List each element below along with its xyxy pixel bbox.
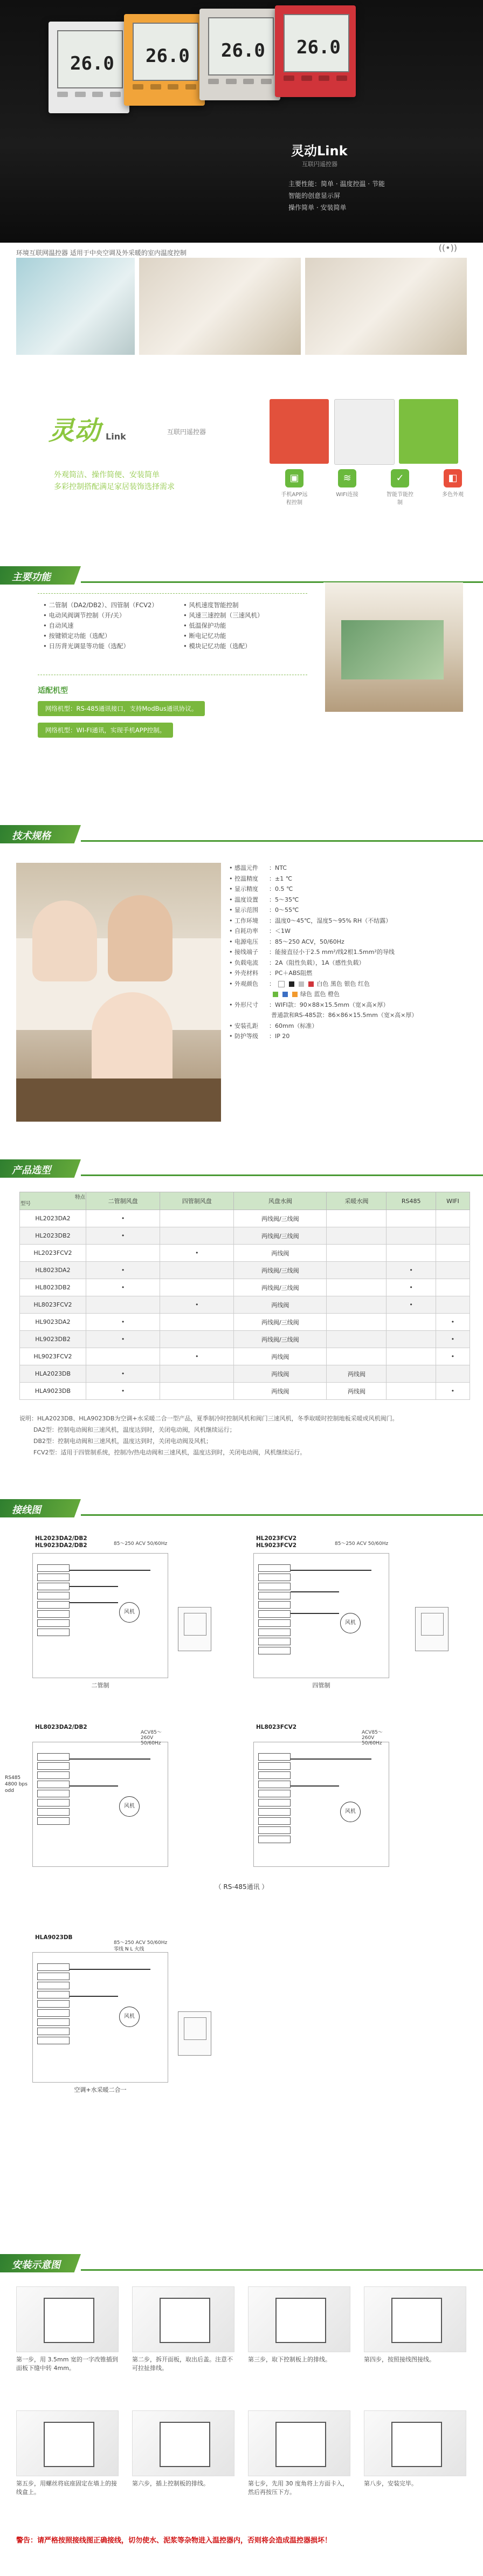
table-cell <box>387 1365 436 1383</box>
device-outline <box>178 2011 211 2056</box>
table-cell <box>160 1331 234 1348</box>
install-section <box>0 2254 483 2556</box>
table-cell: • <box>86 1314 160 1331</box>
room-photo <box>323 582 463 712</box>
table-cell <box>436 1245 470 1262</box>
spec-row: • 显示精度 ：0.5 ℃ <box>229 885 293 892</box>
model-cell: HLA2023DB <box>20 1365 86 1383</box>
fit-item-rs485: 网络机型：RS-485通讯接口，支持ModBus通讯协议。 <box>38 701 205 716</box>
table-cell: 两线阀 <box>327 1383 387 1400</box>
table-cell: 两线阀/三线阀 <box>234 1262 327 1279</box>
spec-row: • 防护等级 ：IP 20 <box>229 1033 290 1040</box>
wiring-diagram-1: HL2023DA2/DB2 HL9023DA2/DB2 85～250 ACV 50/60Hz 风机 二管制 <box>32 1553 168 1678</box>
table-row <box>20 1383 470 1400</box>
install-step-8: 第八步，安装完毕。 <box>364 2410 466 2488</box>
table-cell: • <box>160 1245 234 1262</box>
hero-brand-sub: 互联円遥控器 <box>302 161 337 168</box>
table-cell: • <box>387 1279 436 1296</box>
feature-icons <box>280 469 467 506</box>
install-step-2: 第二步，拆开面板，取出后盖。注意不可拉扯排线。 <box>132 2286 234 2373</box>
brand-tagline: 外观简洁、操作简便、安装简单 多彩控制搭配满足家居装饰选择需求 <box>54 471 175 491</box>
table-cell <box>387 1331 436 1348</box>
table-cell <box>327 1245 387 1262</box>
spec-row: • 负载电流 ：2A（阻性负载），1A（感性负载） <box>229 959 365 966</box>
table-row <box>20 1245 470 1262</box>
thermostat-red: 26.0 <box>275 5 356 97</box>
band-label: 环境互联网温控器 适用于中央空调及外采暖的室内温度控制 <box>16 249 187 257</box>
feature-item: • 按键锁定功能（选配） <box>43 632 111 640</box>
column-header: 四管制风盘 <box>160 1192 234 1210</box>
wiring-diagram-4: HL8023FCV2 ACV85～260V 50/60Hz 风机 <box>253 1742 389 1867</box>
column-header: 采暖水阀 <box>327 1192 387 1210</box>
fan-symbol: 风机 <box>119 1796 140 1817</box>
install-title: 安装示意图 <box>0 2254 483 2276</box>
table-cell: 两线阀/三线阀 <box>234 1227 327 1245</box>
table-cell <box>387 1227 436 1245</box>
spec-row: • 接线端子 ：能接直径小于2.5 mm²/线2根1.5mm²的导线 <box>229 949 395 956</box>
wiring-section <box>0 1499 483 2200</box>
table-cell <box>160 1365 234 1383</box>
fan-symbol: 风机 <box>340 1802 361 1822</box>
model-cell: HL8023FCV2 <box>20 1296 86 1314</box>
app-icon: ▣ 手机APP远程控制 <box>280 469 308 506</box>
color-icon: ◧ 多色外观 <box>439 469 467 506</box>
table-cell: • <box>86 1383 160 1400</box>
model-cell: HL9023FCV2 <box>20 1348 86 1365</box>
hero-banner <box>0 0 483 243</box>
table-cell <box>327 1279 387 1296</box>
table-cell <box>160 1262 234 1279</box>
table-cell <box>387 1383 436 1400</box>
table-cell <box>387 1348 436 1365</box>
spec-row: • 外形尺寸 ：WIFI款：90×88×15.5mm（宽×高×厚） <box>229 1001 389 1008</box>
brand-subtitle: 互联円遥控器 <box>167 428 206 436</box>
specs-title: 技术规格 <box>0 825 483 847</box>
table-cell <box>327 1348 387 1365</box>
install-warning: 警告：请严格按照接线图正确接线，切勿使水、泥浆等杂物进入温控器内，否则将会造成温控器损坏！ <box>16 2537 332 2545</box>
table-cell <box>86 1245 160 1262</box>
table-cell <box>160 1383 234 1400</box>
table-cell <box>327 1227 387 1245</box>
room-photos <box>16 258 467 355</box>
table-cell: • <box>436 1348 470 1365</box>
table-cell: • <box>160 1296 234 1314</box>
install-step-1: 第一步，用 3.5mm 宽的一字改锥插到面板下缝中转 4mm。 <box>16 2286 119 2373</box>
room-band <box>0 243 483 356</box>
table-cell <box>436 1365 470 1383</box>
install-step-6: 第六步，插上控制板的排线。 <box>132 2410 234 2488</box>
table-cell: • <box>387 1296 436 1314</box>
model-cell: HL8023DA2 <box>20 1262 86 1279</box>
table-row <box>20 1296 470 1314</box>
mini-thermostat-white <box>334 399 395 465</box>
table-cell: 两线阀 <box>234 1296 327 1314</box>
wiring-diagram-3: HL8023DA2/DB2 ACV85～260V 50/60Hz RS485 4800 bps odd 风机 <box>32 1742 168 1867</box>
model-cell: HLA9023DB <box>20 1383 86 1400</box>
feature-item: • 风机速度智能控制 <box>183 601 239 609</box>
device-outline <box>178 1607 211 1651</box>
table-cell: • <box>86 1227 160 1245</box>
feature-item: • 模块记忆功能（选配） <box>183 642 251 650</box>
selection-table <box>19 1192 470 1400</box>
table-cell: • <box>436 1383 470 1400</box>
energy-icon: ✓ 智能节能控制 <box>386 469 414 506</box>
fan-symbol: 风机 <box>340 1613 361 1633</box>
room-photo-1 <box>16 258 135 355</box>
spec-row-colors-2: 绿色 蓝色 橙色 <box>229 989 472 1000</box>
model-cell: HL9023DB2 <box>20 1331 86 1348</box>
fit-item-wifi: 网络机型：WI-FI通讯，实现手机APP控制。 <box>38 723 173 738</box>
mini-thermostat-red <box>270 399 329 464</box>
table-cell <box>387 1314 436 1331</box>
model-cell: HL2023FCV2 <box>20 1245 86 1262</box>
fit-title: 适配机型 <box>38 686 68 695</box>
selection-section <box>0 1159 483 1483</box>
wifi-icon: ((•)) <box>438 243 457 253</box>
spec-row: • 温度设置 ：5～35℃ <box>229 896 299 903</box>
model-cell: HL8023DB2 <box>20 1279 86 1296</box>
table-cell: • <box>387 1262 436 1279</box>
model-cell: HL2023DB2 <box>20 1227 86 1245</box>
wiring-title: 接线图 <box>0 1499 483 1521</box>
table-cell <box>327 1331 387 1348</box>
table-cell <box>387 1210 436 1227</box>
spec-row: • 控温精度 ：±1 ℃ <box>229 875 293 882</box>
table-row <box>20 1348 470 1365</box>
table-row <box>20 1314 470 1331</box>
room-photo-2 <box>139 258 301 355</box>
wiring-diagram-5: HLA9023DB 85～250 ACV 50/60Hz 零线 N L 火线 风机 空调+水采暖二合一 <box>32 1952 168 2083</box>
table-cell <box>86 1348 160 1365</box>
brand-block <box>0 367 483 506</box>
table-cell: • <box>86 1279 160 1296</box>
table-cell: 两线阀 <box>234 1245 327 1262</box>
table-cell <box>86 1296 160 1314</box>
thermostat-silver: 26.0 <box>199 9 280 100</box>
wiring-diagram-2: HL2023FCV2 HL9023FCV2 85～250 ACV 50/60Hz 风机 四管制 <box>253 1553 389 1678</box>
table-cell <box>327 1314 387 1331</box>
feature-item: • 自动风速 <box>43 622 74 629</box>
table-cell: 两线阀/三线阀 <box>234 1314 327 1331</box>
install-step-4: 第四步，按照接线图接线。 <box>364 2286 466 2364</box>
feature-item: • 断电记忆功能 <box>183 632 226 640</box>
fan-symbol: 风机 <box>119 1602 140 1623</box>
table-title: 产品选型 <box>0 1159 483 1181</box>
thermostat-white: 26.0 <box>49 22 129 113</box>
table-row <box>20 1262 470 1279</box>
spec-row-colors: • 外观颜色 ： 白色 黑色 银色 红色 <box>229 980 370 987</box>
table-notes: 说明：HLA2023DB、HLA9023DB为空调+水采暖二合一型产品，夏季制冷时控制风机和阀门三速风机，冬季取暖时控制地板采暖或风机阀门。 DA2型：控制电动阀和三速风机，温度达到时，关闭电动阀，风机继续运行； DB2型：控制电动阀和三速风机，温度达到时，关闭电动阀及风机； FCV2型：适用于四管制系统，控制冷/热电动阀和三速风机，温度达到时，关闭电动阀，风机继续运行。 <box>19 1415 398 1456</box>
table-cell: • <box>160 1348 234 1365</box>
install-step-3: 第三步，取下控制板上的排线。 <box>248 2286 350 2364</box>
table-row <box>20 1365 470 1383</box>
table-cell: • <box>86 1210 160 1227</box>
model-cell: HL2023DA2 <box>20 1210 86 1227</box>
fan-symbol: 风机 <box>119 2007 140 2027</box>
table-cell <box>327 1262 387 1279</box>
table-cell <box>436 1262 470 1279</box>
spec-row: • 显示范围 ：0～55℃ <box>229 906 299 913</box>
spec-row: • 安装孔距 ：60mm（标准） <box>229 1022 318 1029</box>
table-cell <box>160 1227 234 1245</box>
feature-item: • 二管制（DA2/DB2）、四管制（FCV2） <box>43 601 158 609</box>
spec-row: • 外壳材料 ：PC＋ABS阻燃 <box>229 970 313 977</box>
features-title: 主要功能 <box>0 566 483 588</box>
table-cell: • <box>436 1314 470 1331</box>
table-cell: • <box>436 1331 470 1348</box>
table-cell <box>160 1314 234 1331</box>
spec-row: • 自耗功率 ：＜1W <box>229 928 291 935</box>
feature-item: • 风速三速控制（三速风机） <box>183 612 264 619</box>
table-cell: 两线阀/三线阀 <box>234 1331 327 1348</box>
feature-item: • 低温保护功能 <box>183 622 226 629</box>
thermostat-orange: 26.0 <box>124 14 205 106</box>
feature-item: • 电动风阀调节控制（开/关） <box>43 612 126 619</box>
table-cell: 两线阀/三线阀 <box>234 1279 327 1296</box>
features-section <box>0 539 483 771</box>
mini-thermostat-green <box>399 399 458 464</box>
table-cell: • <box>86 1365 160 1383</box>
table-row <box>20 1210 470 1227</box>
spec-row: • 电源电压 ：85～250 ACV，50/60Hz <box>229 938 344 945</box>
specs-section <box>0 825 483 1149</box>
table-cell <box>436 1227 470 1245</box>
spec-row: 普通款和RS-485款：86×86×15.5mm（宽×高×厚） <box>271 1012 418 1019</box>
table-cell: 两线阀 <box>234 1348 327 1365</box>
corner-header: 特点 型号 <box>20 1192 86 1210</box>
column-header: 二管制风盘 <box>86 1192 160 1210</box>
hero-brand: 灵动Link <box>291 143 348 159</box>
table-cell <box>436 1279 470 1296</box>
install-step-5: 第五步，用螺丝将底座固定在墙上的接线盒上。 <box>16 2410 119 2497</box>
spec-row: • 工作环境 ：温度0～45℃，湿度5～95% RH（不结露） <box>229 917 392 924</box>
model-cell: HL9023DA2 <box>20 1314 86 1331</box>
column-header: RS485 <box>387 1192 436 1210</box>
column-header: 风盘水阀 <box>234 1192 327 1210</box>
features-list <box>38 593 307 675</box>
spec-list <box>229 863 472 1042</box>
table-cell <box>327 1296 387 1314</box>
table-header-row <box>20 1192 470 1210</box>
table-cell <box>327 1210 387 1227</box>
table-cell <box>160 1279 234 1296</box>
table-cell: 两线阀/三线阀 <box>234 1210 327 1227</box>
table-cell <box>436 1296 470 1314</box>
room-photo-3 <box>305 258 467 355</box>
install-step-7: 第七步，先用 30 度角将上方面卡入，然后再按压下方。 <box>248 2410 350 2497</box>
table-cell <box>387 1245 436 1262</box>
table-row <box>20 1227 470 1245</box>
family-photo <box>16 863 221 1122</box>
brand-logo: 灵动 Link <box>49 416 126 446</box>
rs485-caption: （ RS-485通讯 ） <box>215 1883 268 1891</box>
table-cell: 两线阀 <box>234 1365 327 1383</box>
hero-features: 主要性能：简单 · 温度控温 · 节能 智能的创意显示屏 操作简单 · 安装简单 <box>288 180 385 211</box>
table-cell: 两线阀 <box>327 1365 387 1383</box>
table-cell: • <box>86 1262 160 1279</box>
spec-row: • 感温元件 ：NTC <box>229 864 287 871</box>
wifi-feature-icon: ≋ WIFI连接 <box>333 469 361 506</box>
device-outline <box>415 1607 448 1651</box>
feature-item: • 日历背光调显等功能（选配） <box>43 642 129 650</box>
table-row <box>20 1279 470 1296</box>
table-cell: 两线阀 <box>234 1383 327 1400</box>
table-cell <box>160 1210 234 1227</box>
table-cell <box>436 1210 470 1227</box>
table-cell: • <box>86 1331 160 1348</box>
table-row <box>20 1331 470 1348</box>
column-header: WIFI <box>436 1192 470 1210</box>
